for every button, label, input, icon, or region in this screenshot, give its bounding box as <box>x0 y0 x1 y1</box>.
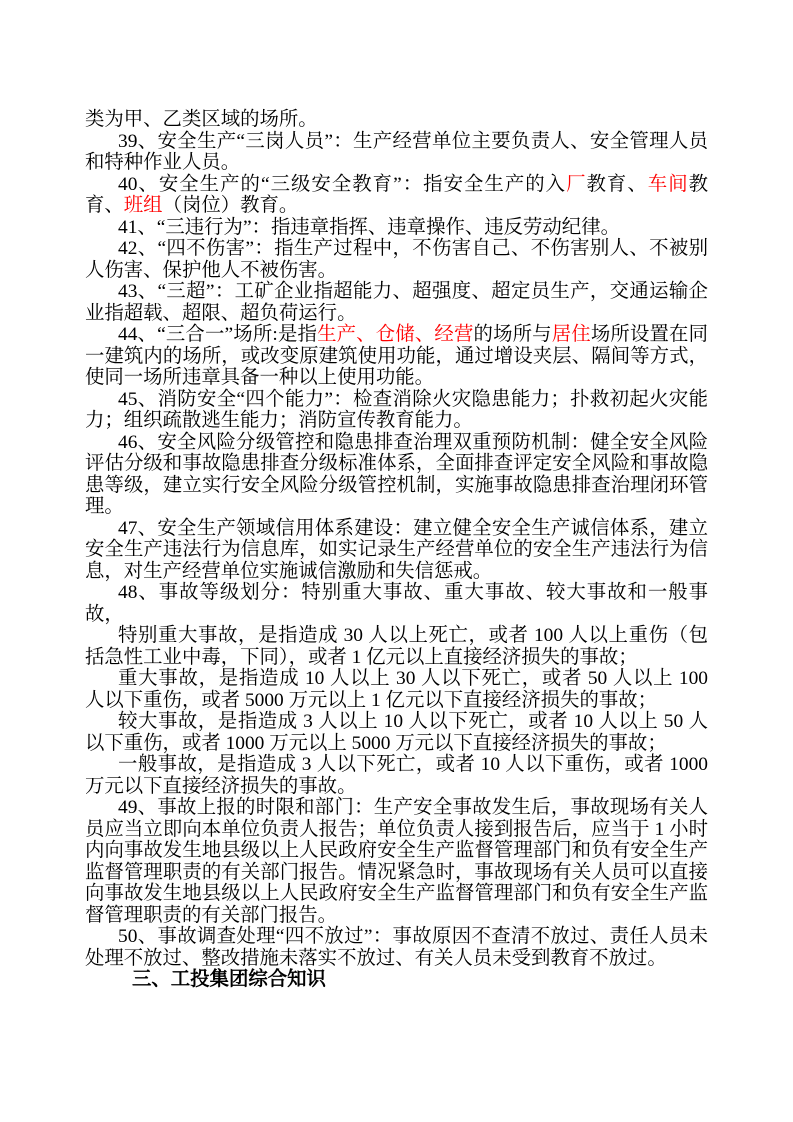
paragraph <box>85 754 708 797</box>
text-segment: 39、安全生产“三岗人员”：生产经营单位主要负责人、安全管理人员和特种作业人员。 <box>85 130 708 173</box>
text-segment: 44、“三合一”场所:是指 <box>118 324 318 345</box>
paragraph <box>85 432 708 518</box>
text-segment: 49、事故上报的时限和部门：生产安全事故发生后，事故现场有关人员应当立即向本单位负责人报告；单位负责人接到报告后，应当于 1 小时内向事故发生地县级以上人民政府安全生产监督管理部门和负有安全生产监督管理职责的有关部门报告。情况紧急时，事故现场有关人员可以直接向事故发生地县级以上人民政府安全生产监督管理部门和负有安全生产监督管理职责的有关部门报告。 <box>85 797 708 926</box>
text-segment: 一般事故，是指造成 3 人以下死亡，或者 10 人以下重伤，或者 1000 万元以下直接经济损失的事故。 <box>85 754 708 797</box>
paragraph <box>85 324 708 389</box>
section-heading <box>85 969 708 991</box>
paragraph <box>85 711 708 754</box>
text-segment: 三、工投集团综合知识 <box>132 969 326 990</box>
text-segment: （岗位）教育。 <box>162 195 299 216</box>
highlighted-text: 居住 <box>551 324 591 345</box>
paragraph <box>85 109 708 131</box>
paragraph <box>85 238 708 281</box>
text-segment: 43、“三超”：工矿企业指超能力、超强度、超定员生产，交通运输企业指超载、超限、超负荷运行。 <box>85 281 708 324</box>
text-segment: 46、安全风险分级管控和隐患排查治理双重预防机制：健全安全风险评估分级和事故隐患排查分级标准体系，全面排查评定安全风险和事故隐患等级，建立实行安全风险分级管控机制，实施事故隐患排查治理闭环管理。 <box>85 431 708 517</box>
text-segment: 45、消防安全“四个能力”：检查消除火灾隐患能力；扑救初起火灾能力；组织疏散逃生能力；消防宣传教育能力。 <box>85 388 708 431</box>
paragraph <box>85 389 708 432</box>
paragraph <box>85 281 708 324</box>
text-segment: 的场所与 <box>473 324 552 345</box>
text-segment: 重大事故，是指造成 10 人以上 30 人以下死亡，或者 50 人以上 100 人以下重伤，或者 5000 万元以上 1 亿元以下直接经济损失的事故； <box>85 668 708 711</box>
paragraph <box>85 668 708 711</box>
paragraph <box>85 174 708 217</box>
text-segment: 特别重大事故，是指造成 30 人以上死亡，或者 100 人以上重伤（包括急性工业中毒，下同），或者 1 亿元以上直接经济损失的事故； <box>85 625 708 668</box>
text-segment: 场所设置在同一建筑内的场所，或改变原建筑使用功能，通过增设夹层、隔间等方式，使同一场所违章具备一种以上使用功能。 <box>85 324 709 388</box>
text-segment: 50、事故调查处理“四不放过”：事故原因不查清不放过、责任人员未处理不放过、整改措施未落实不放过、有关人员未受到教育不放过。 <box>85 926 708 969</box>
paragraph <box>85 625 708 668</box>
paragraph <box>85 217 708 239</box>
text-segment: 41、“三违行为”：指违章指挥、违章操作、违反劳动纪律。 <box>118 216 620 238</box>
text-segment: 类为甲、乙类区域的场所。 <box>85 109 318 130</box>
text-segment: 教育、 <box>85 173 709 216</box>
paragraph <box>85 582 708 625</box>
highlighted-text: 车间 <box>647 173 689 195</box>
paragraph <box>85 131 708 174</box>
paragraph <box>85 518 708 583</box>
text-segment: 48、事故等级划分：特别重大事故、重大事故、较大事故和一般事故， <box>85 582 708 625</box>
text-segment: 40、安全生产的“三级安全教育”：指安全生产的入 <box>118 173 567 195</box>
text-segment: 42、“四不伤害”：指生产过程中，不伤害自己、不伤害别人、不被别人伤害、保护他人不被伤害。 <box>85 238 708 281</box>
text-segment: 47、安全生产领域信用体系建设：建立健全安全生产诚信体系，建立安全生产违法行为信息库，如实记录生产经营单位的安全生产违法行为信息，对生产经营单位实施诚信激励和失信惩戒。 <box>85 517 708 582</box>
text-segment: 教育、 <box>586 173 648 195</box>
highlighted-text: 厂 <box>566 173 587 195</box>
paragraph <box>85 797 708 926</box>
document-content <box>85 109 708 991</box>
highlighted-text: 班组 <box>123 195 163 216</box>
highlighted-text: 生产、仓储、经营 <box>317 324 474 345</box>
text-segment: 较大事故，是指造成 3 人以上 10 人以下死亡，或者 10 人以上 50 人以下重伤，或者 1000 万元以上 5000 万元以下直接经济损失的事故； <box>85 711 708 754</box>
paragraph <box>85 926 708 969</box>
